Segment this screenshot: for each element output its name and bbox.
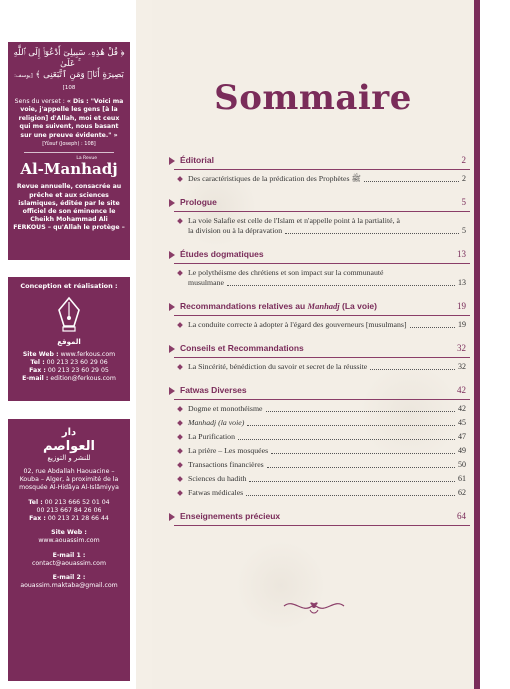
entry-text: Fatwas médicales [188, 488, 244, 497]
publisher-phones [13, 499, 125, 524]
entry-text: La prière – Les mosquées [188, 446, 269, 455]
toc-section-recommandations-manhadj [174, 298, 470, 330]
p3-tel1: 00 213 666 52 01 04 [44, 498, 110, 506]
entry-text: La Sincérité, bénédiction du savoir et secret de la réussite [188, 362, 368, 371]
revue-small-label: La Revue [76, 156, 97, 162]
entry-text: Des caractéristiques de la prédication des Prophètes ﷺ [188, 174, 361, 183]
p3-fax-label: Fax : [29, 515, 46, 523]
diamond-bullet-icon [177, 270, 183, 276]
toc-section-fatwas [174, 382, 470, 498]
p3-email1-label: E-mail 1 : [52, 551, 86, 559]
triangle-bullet-icon [169, 251, 175, 259]
entry-text: La conduite correcte à adopter à l'égard des gouverneurs [musulmans] [188, 320, 407, 329]
toc-entry[interactable] [188, 174, 466, 184]
site-web-label: Site Web : [22, 351, 59, 358]
dot-leader [410, 327, 455, 328]
section-title [180, 301, 377, 311]
section-heading[interactable] [174, 194, 470, 212]
entry-page: 45 [458, 418, 466, 427]
p3-fax: 00 213 21 28 66 44 [47, 515, 109, 523]
p3-email1-link[interactable]: contact@aouassim.com [31, 559, 106, 567]
triangle-bullet-icon [169, 345, 175, 353]
section-heading[interactable] [174, 382, 470, 400]
diamond-bullet-icon [177, 176, 183, 182]
email-label: E-mail : [22, 375, 49, 382]
dot-leader [227, 285, 455, 286]
toc-entry[interactable] [188, 488, 466, 498]
dot-leader [267, 467, 455, 468]
verse-arabic-line1: ﴿ قُلْ هَٰذِهِۦ سَبِيلِىٓ أَدْعُوٓا۟ إِلَى ٱللَّهِ ۚ عَلَىٰ [13, 48, 125, 69]
section-title: Prologue [180, 197, 217, 207]
p3-tel2: 00 213 667 84 26 06 [36, 506, 102, 514]
diamond-bullet-icon [177, 462, 183, 468]
dot-leader [247, 425, 455, 426]
publisher-subtitle: للنشر و التوزيع [47, 454, 91, 462]
fax-value: 00 213 23 60 29 05 [47, 367, 109, 374]
triangle-bullet-icon [169, 387, 175, 395]
publisher-address: 02, rue Abdallah Haouacine – Kouba – Alger, à proximité de la mosquée Al-Hidâya Al-Islâmiyya [19, 468, 119, 492]
triangle-bullet-icon [169, 199, 175, 207]
toc-section-conseils [174, 340, 470, 372]
section-heading[interactable] [174, 340, 470, 358]
verse-arabic-line2: بَصِيرَةٍ أَنَا۠ وَمَنِ ٱتَّبَعَنِى ﴾ [35, 70, 124, 80]
section-heading[interactable] [174, 152, 470, 170]
p3-tel-label: Tel : [28, 498, 43, 506]
toc-entry[interactable] [188, 268, 466, 288]
entry-page: 19 [458, 320, 466, 329]
diamond-bullet-icon [177, 448, 183, 454]
toc-entry[interactable] [188, 460, 466, 470]
conception-title: Conception et réalisation : [20, 282, 118, 290]
pen-nib-logo-icon [52, 296, 86, 336]
diamond-bullet-icon [177, 218, 183, 224]
toc-section-enseignements [174, 508, 470, 526]
entry-page: 13 [458, 278, 466, 287]
diamond-bullet-icon [177, 420, 183, 426]
dot-leader [364, 181, 459, 182]
section-page: 2 [461, 155, 466, 165]
entry-text: Dogme et monothéisme [188, 404, 263, 413]
toc-entry[interactable] [188, 474, 466, 484]
triangle-bullet-icon [169, 303, 175, 311]
site-web-link[interactable]: www.ferkous.com [60, 351, 116, 358]
section-heading[interactable] [174, 508, 470, 526]
flourish-ornament-icon [282, 596, 346, 616]
diamond-bullet-icon [177, 322, 183, 328]
diamond-bullet-icon [177, 434, 183, 440]
entry-text: musulmane [188, 278, 224, 287]
conception-contact [13, 351, 125, 383]
tel-label: Tel : [30, 359, 45, 366]
entry-text: La Purification [188, 432, 235, 441]
entry-page: 49 [458, 446, 466, 455]
sens-quote: « Dis : "Voici ma voie, j'appelle les gens [à la religion] d'Allah, moi et ceux qui me suivent, nous basant sur une preuve évidente." » [18, 98, 124, 139]
fax-label: Fax : [29, 367, 46, 374]
p3-email2-link[interactable]: aouassim.maktaba@gmail.com [20, 582, 118, 590]
toc-entry[interactable] [188, 320, 466, 330]
entry-page: 50 [458, 460, 466, 469]
site-logo-label: الموقع [57, 338, 81, 346]
sens-ref: [Yûsuf (Joseph) : 108] [42, 141, 96, 148]
section-title-pre: Recommandations relatives au [180, 301, 308, 311]
toc-entry[interactable] [188, 418, 466, 428]
right-margin [480, 0, 510, 689]
entry-page: 2 [462, 174, 466, 183]
section-title: Conseils et Recommandations [180, 343, 304, 353]
verse-arabic-ref: [يوسف: 108] [14, 73, 76, 91]
section-title-post: (La voie) [339, 301, 377, 311]
diamond-bullet-icon [177, 364, 183, 370]
p3-email2-label: E-mail 2 : [52, 574, 86, 582]
p3-site-link[interactable]: www.aouassim.com [38, 537, 100, 545]
revue-logo-text: Al-Manhadj [20, 160, 118, 179]
publisher-dar: دار [61, 427, 77, 438]
section-title: Enseignements précieux [180, 511, 281, 521]
section-page: 42 [457, 385, 466, 395]
dot-leader [238, 439, 455, 440]
section-title: Études dogmatiques [180, 249, 264, 259]
section-title: Fatwas Diverses [180, 385, 247, 395]
publisher-email2 [13, 574, 125, 590]
toc-section-prologue [174, 194, 470, 236]
publisher-panel [8, 419, 130, 681]
entry-text: Sciences du hadith [188, 474, 247, 483]
section-page: 64 [457, 511, 466, 521]
triangle-bullet-icon [169, 157, 175, 165]
divider [24, 152, 114, 153]
dot-leader [271, 453, 455, 454]
section-page: 19 [457, 301, 466, 311]
revue-description: Revue annuelle, consacrée au prêche et aux sciences islamiques, éditée par le site officiel de son éminence le Cheikh Mohammad Ali FERKOUS – qu'Allah le protège – [13, 183, 125, 232]
p3-site-label: Site Web : [51, 529, 87, 537]
entry-page: 61 [458, 474, 466, 483]
dot-leader [266, 411, 456, 412]
verse-translation [13, 98, 125, 148]
triangle-bullet-icon [169, 513, 175, 521]
entry-text-line1: La voie Salafie est celle de l'Islam et n'appelle point à la partialité, à [188, 216, 400, 225]
toc-entry[interactable] [188, 432, 466, 442]
toc-entry[interactable] [188, 362, 466, 372]
entry-text: Transactions financières [188, 460, 264, 469]
toc-section-etudes [174, 246, 470, 288]
publisher-email1 [13, 552, 125, 568]
entry-page: 5 [462, 226, 466, 235]
diamond-bullet-icon [177, 406, 183, 412]
entry-page: 47 [458, 432, 466, 441]
section-heading[interactable] [174, 246, 470, 264]
section-title: Éditorial [180, 155, 215, 165]
entry-text: la division ou à la dépravation [188, 226, 283, 235]
diamond-bullet-icon [177, 490, 183, 496]
sidebar [0, 0, 136, 689]
section-page: 13 [457, 249, 466, 259]
verse-panel [8, 42, 130, 260]
dot-leader [246, 495, 455, 496]
entry-page: 62 [458, 488, 466, 497]
section-heading[interactable] [174, 298, 470, 316]
dot-leader [285, 233, 459, 234]
entry-text: Manhadj (la voie) [188, 418, 245, 427]
tel-value: 00 213 23 60 29 06 [46, 359, 108, 366]
page-title: Sommaire [214, 78, 412, 118]
entry-text-line1: Le polythéisme des chrétiens et son impact sur la communauté [188, 268, 384, 277]
entry-page: 42 [458, 404, 466, 413]
section-page: 5 [461, 197, 466, 207]
toc-entry[interactable] [188, 446, 466, 456]
conception-panel [8, 277, 130, 401]
toc-entry[interactable] [188, 216, 466, 236]
table-of-contents [174, 152, 470, 526]
verse-arabic-line2-wrap [13, 70, 125, 94]
sens-label: Sens du verset : [14, 98, 67, 105]
email-link[interactable]: edition@ferkous.com [50, 375, 116, 382]
dot-leader [249, 481, 455, 482]
toc-section-editorial [174, 152, 470, 184]
diamond-bullet-icon [177, 476, 183, 482]
entry-page: 32 [458, 362, 466, 371]
section-title-em: Manhadj [307, 301, 340, 311]
publisher-site [13, 529, 125, 545]
section-page: 32 [457, 343, 466, 353]
dot-leader [370, 369, 455, 370]
publisher-name: العواصم [42, 439, 96, 454]
main-content [152, 0, 474, 689]
toc-entry[interactable] [188, 404, 466, 414]
